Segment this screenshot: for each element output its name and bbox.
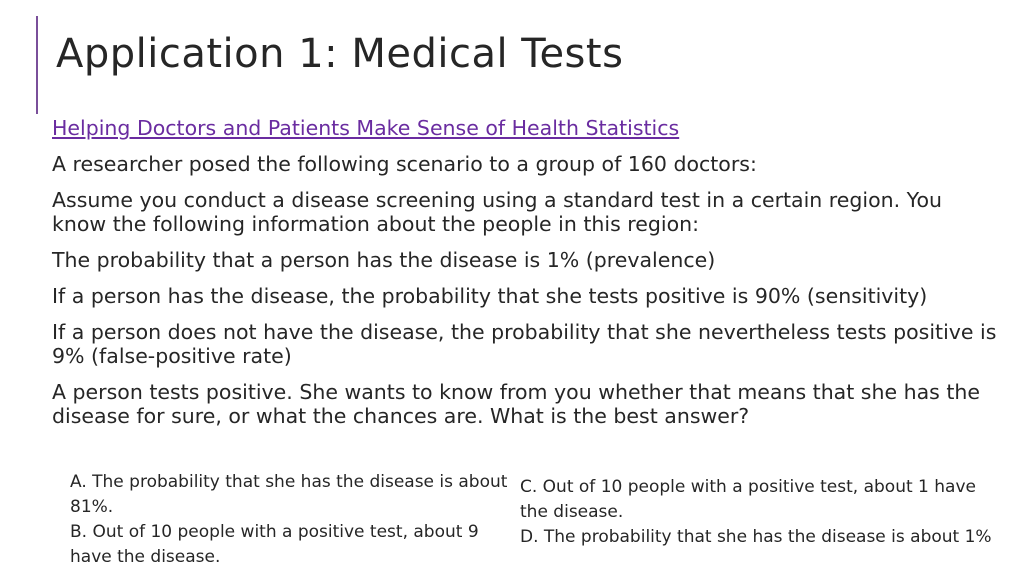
answer-a: A. The probability that she has the disease is about 81%.: [70, 472, 508, 517]
paragraph-question: A person tests positive. She wants to know from you whether that means that she has the disease for sure, or what the chances are. What is the best answer?: [52, 380, 980, 428]
paragraph-assumption: Assume you conduct a disease screening using a standard test in a certain region. You know the following information about the people in this region:: [52, 188, 943, 236]
title-accent-bar: [36, 16, 38, 114]
paragraph-false-positive: If a person does not have the disease, the probability that she nevertheless tests positive is 9% (false-positive rate): [52, 320, 997, 368]
reference-link[interactable]: Helping Doctors and Patients Make Sense of Health Statistics: [52, 116, 680, 140]
reference-link-line: [52, 116, 1002, 140]
slide-body: [52, 116, 1002, 440]
paragraph-intro: A researcher posed the following scenario to a group of 160 doctors:: [52, 152, 757, 176]
answer-c: C. Out of 10 people with a positive test, about 1 have the disease.: [520, 477, 976, 522]
answer-b: B. Out of 10 people with a positive test, about 9 have the disease.: [70, 522, 479, 567]
answers-left-column: [70, 470, 510, 570]
paragraph-prevalence: The probability that a person has the disease is 1% (prevalence): [52, 248, 716, 272]
paragraph-sensitivity: If a person has the disease, the probability that she tests positive is 90% (sensitivity): [52, 284, 928, 308]
answers-right-column: [520, 475, 995, 550]
slide-title: Application 1: Medical Tests: [56, 31, 624, 77]
answer-d: D. The probability that she has the disease is about 1%: [520, 527, 992, 547]
